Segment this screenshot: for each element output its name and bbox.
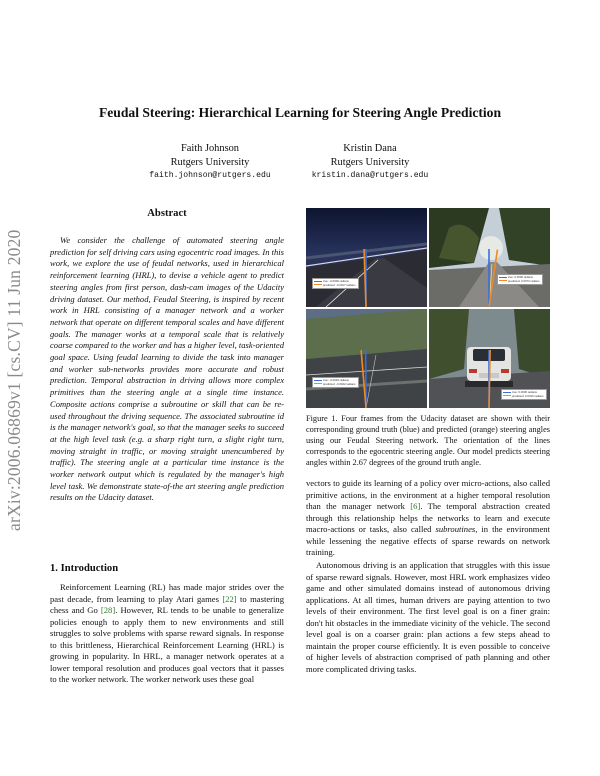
intro-text: Reinforcement Learning (RL) has made major strides over the past decade, from learning to play Atari games <box>50 582 284 604</box>
legend-ground-truth: true: 0.0000 radians <box>508 275 533 279</box>
figure-panel-3 <box>306 309 427 408</box>
citation-link[interactable]: [6] <box>410 501 421 511</box>
legend-predicted: predicted: -0.0017 radians <box>323 282 356 287</box>
legend-predicted: predicted: -0.0042 radians <box>323 381 356 386</box>
right-column-paragraph-1 <box>306 478 550 559</box>
abstract-text: We consider the challenge of automated steering angle prediction for self driving cars using egocentric road images. In this work, we explore the use of feudal networks, used in hierarchical reinforcement learning (HRL), to devise a vehicle agent to predict steering angles from first person, dash-cam images of the Udacity driving dataset. Our method, Feudal Steering, is inspired by recent work in HRL consisting of a manager network and a worker network that operate on different temporal scales and have different goals. The manager works at a temporal scale that is relatively coarse compared to the worker and has a higher level, task-oriented goal space. Using feudal learning to divide the task into manager and worker sub-networks provides more accurate and robust prediction. Temporal abstraction in driving allows more complex primitives than the steering angle at a single time instance. Composite actions comprise a subroutine or skill that can be re-used throughout the driving sequence. The associated subroutine id is the manager network's goal, so that the manager seeks to succeed at the high level task (e.g. a sharp right turn, a slight right turn, moving straight in traffic, or moving straight unencumbered by traffic). The steering angle at a particular time instance is the worker network output which is regulated by the manager's high level task. We demonstrate state-of-the art steering angle prediction results on the Udacity dataset. <box>50 235 284 503</box>
predicted-swatch <box>499 280 507 281</box>
body-text: . The temporal abstraction created through this relationship helps the networks to learn and execute macro-actions or tasks, also called <box>306 501 550 534</box>
figure-legend <box>312 377 359 388</box>
legend-predicted: predicted: 0.0010 radians <box>512 393 544 398</box>
author-email[interactable]: faith.johnson@rutgers.edu <box>149 171 271 180</box>
predicted-swatch <box>503 395 511 396</box>
author-email[interactable]: kristin.dana@rutgers.edu <box>311 171 429 180</box>
author-affiliation: Rutgers University <box>170 156 250 168</box>
intro-text: . However, RL tends to be unable to generalize policies enough to apply them to new environments and still struggles to solve problems with sparse reward signals. In response to this brittleness, Hierarchical Reinforcement Learning (HRL) is growing in popularity. In HRL, a manager network operates at a lower temporal resolution and produces goal vectors that it passes to the worker network. The worker network uses these goal <box>50 605 284 684</box>
ground-truth-swatch <box>503 392 511 393</box>
paper-title: Feudal Steering: Hierarchical Learning for Steering Angle Prediction <box>98 105 502 120</box>
emphasis-text: subroutines <box>435 524 476 534</box>
steering-lines <box>306 309 427 408</box>
arxiv-identifier: arXiv:2006.06869v1 [cs.CV] 11 Jun 2020 <box>4 229 24 531</box>
intro-text: to mastering chess and Go <box>50 593 284 615</box>
abstract-heading: Abstract <box>147 208 187 219</box>
body-text: vectors to guide its learning of a policy over micro-actions, also called primitive actions, in the environment at a higher temporal resolution than the manager network <box>306 478 550 511</box>
figure-panel-1 <box>306 208 427 307</box>
intro-paragraph <box>50 582 284 686</box>
legend-ground-truth: true: -0.0000 radians <box>323 279 349 283</box>
author-affiliation: Rutgers University <box>330 156 410 168</box>
steering-lines <box>429 208 550 307</box>
ground-truth-swatch <box>314 380 322 381</box>
predicted-swatch <box>314 284 322 285</box>
figure-legend <box>497 274 543 285</box>
legend-ground-truth: true: -0.0003 radians <box>323 378 349 382</box>
figure-panel-4 <box>429 309 550 408</box>
citation-link[interactable]: [22] <box>222 593 237 604</box>
section-heading-introduction: 1. Introduction <box>50 563 119 574</box>
predicted-swatch <box>314 383 322 384</box>
figure-1 <box>306 208 550 408</box>
author-name: Kristin Dana <box>343 143 397 154</box>
ground-truth-swatch <box>499 277 507 278</box>
legend-ground-truth: true: 0.0000 radians <box>512 390 537 394</box>
legend-predicted: predicted: 0.0073 radians <box>508 278 540 283</box>
figure-legend <box>312 278 359 289</box>
figure-caption: Figure 1. Four frames from the Udacity dataset are shown with their corresponding ground truth (blue) and predicted (orange) steering angles using our Feudal Steering network. The orientation of the lines corresponds to the egocentric steering angle. Our model predicts steering angles within 2.67 degrees of the ground truth angle. <box>306 414 550 467</box>
figure-panel-2 <box>429 208 550 307</box>
steering-lines <box>306 208 427 307</box>
right-column-paragraph-2: Autonomous driving is an application that struggles with this issue of sparse reward signals. However, most HRL work emphasizes video game and other simulated domains instead of autonomous driving applications. At all times, human drivers are paying attention to two levels of their environment. The first level goal is on a finer grain: don't hit obstacles in the immediate vicinity of the vehicle. The second level goal is on a coarser grain: plan actions a few steps ahead to maintain the proper course efficiently. It is even possible to conceive of higher levels of abstraction comprised of path planning and other more complicated driving tasks. <box>306 560 550 674</box>
author-block-1 <box>120 142 300 183</box>
body-text: , in the environment while lessening the negative effects of sparse rewards on network training. <box>306 524 550 557</box>
figure-legend <box>501 389 547 400</box>
ground-truth-swatch <box>314 281 322 282</box>
author-block-2 <box>280 142 460 183</box>
author-name: Faith Johnson <box>180 143 240 154</box>
citation-link[interactable]: [28] <box>100 605 116 615</box>
